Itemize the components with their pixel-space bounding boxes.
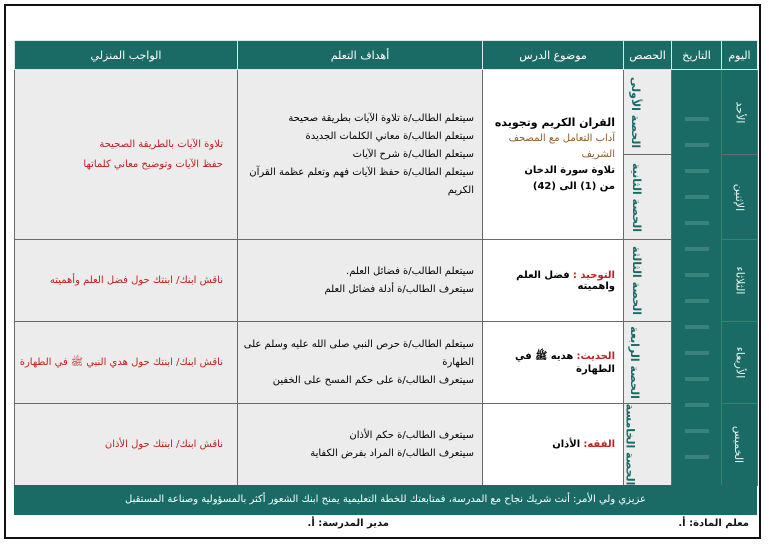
goal-item: سيتعلم الطالب/ة معاني الكلمات الجديدة <box>305 130 474 142</box>
goal-item: سيتعلم الطالب/ة تلاوة الآيات بطريقة صحيحة <box>288 112 474 124</box>
topic-label: الحديث: <box>576 351 615 362</box>
topic-cell <box>483 404 624 486</box>
teacher-signature: معلم المادة: أ. <box>678 518 749 529</box>
weekly-plan-table <box>14 40 758 486</box>
homework-item: حفظ الآيات وتوضيح معاني كلماتها <box>83 158 223 170</box>
goal-item: سيتعلم الطالب/ة فضائل العلم. <box>346 265 474 277</box>
topic-text: الأذان <box>552 439 581 450</box>
topic-cell <box>483 322 624 404</box>
day-cell: الخميس <box>722 404 758 486</box>
goal-item: سيتعرف الطالب/ة حكم الأذان <box>349 429 474 441</box>
goal-item: سيتعلم الطالب/ة شرح الآيات <box>352 148 474 160</box>
day-cell: الثلاثاء <box>722 240 758 322</box>
period-cell: الحصة الأولى <box>624 70 672 155</box>
goal-item: سيتعرف الطالب/ة أدلة فضائل العلم <box>324 283 474 295</box>
header-homework: الواجب المنزلي <box>15 41 238 70</box>
homework-item: تلاوة الآيات بالطريقة الصحيحة <box>99 138 223 150</box>
header-topic: موضوع الدرس <box>483 41 624 70</box>
topic-label: التوحيد : <box>572 269 615 281</box>
topic-text: فضل العلم واهميته <box>516 269 615 292</box>
homework-item: ناقش ابنك/ ابنتك حول الأذان <box>104 438 223 450</box>
goals-cell <box>238 70 483 240</box>
redacted-dates-overlay <box>685 95 709 475</box>
goal-item: سيتعلم الطالب/ة حفظ الآيات فهم وتعلم عظمة القرآن الكريم <box>249 166 474 196</box>
table-row <box>15 240 758 322</box>
homework-cell <box>15 240 238 322</box>
period-cell: الحصة الثانية <box>624 155 672 240</box>
period-cell: الحصة الخامسة <box>624 404 672 486</box>
parent-note: عزيزي ولي الأمر: أنت شريك نجاح مع المدرسة، فمتابعتك للخطة التعليمية يمنح ابنك الشعور أكثر بالمسؤولية وصناعة المستقبل <box>14 485 757 515</box>
day-cell: الأحد <box>722 70 758 155</box>
header-row <box>15 41 758 70</box>
goal-item: سيتعرف الطالب/ة على حكم المسح على الخفين <box>272 374 474 386</box>
homework-cell <box>15 404 238 486</box>
topic-surah: تلاوة سورة الدخان <box>524 164 615 176</box>
goals-cell <box>238 240 483 322</box>
table-row <box>15 404 758 486</box>
topic-label: الفقه: <box>583 439 615 450</box>
period-cell: الحصة الثالثة <box>624 240 672 322</box>
table-row <box>15 322 758 404</box>
goals-cell <box>238 322 483 404</box>
topic-cell <box>483 240 624 322</box>
homework-cell <box>15 322 238 404</box>
day-cell: الإثنين <box>722 155 758 240</box>
period-cell: الحصة الرابعة <box>624 322 672 404</box>
table-row <box>15 70 758 155</box>
principal-signature: مدير المدرسة: أ. <box>307 518 389 529</box>
header-periods: الحصص <box>624 41 672 70</box>
goal-item: الطهارة <box>442 356 474 368</box>
goal-item: سيتعلم الطالب/ة حرص النبي صلى الله عليه وسلم على <box>243 338 474 350</box>
goals-cell <box>238 404 483 486</box>
homework-cell <box>15 70 238 240</box>
goal-item: سيتعرف الطالب/ة المراد بفرض الكفاية <box>310 447 474 459</box>
topic-title: القران الكريم وتجويده <box>494 115 615 129</box>
header-goals: أهداف التعلم <box>238 41 483 70</box>
homework-item: ناقش ابنك/ ابنتك حول فضل العلم وأهميته <box>49 274 223 286</box>
topic-cell <box>483 70 624 240</box>
topic-subtitle: آداب التعامل مع المصحف الشريف <box>508 132 615 160</box>
topic-range: من (1) الى (42) <box>532 180 615 192</box>
header-date: التاريخ <box>672 41 722 70</box>
topic-text: هديه ﷺ في الطهارة <box>515 351 615 375</box>
header-day: اليوم <box>722 41 758 70</box>
homework-item: ناقش ابنك/ ابنتك حول هدي النبي ﷺ في الطهارة <box>19 356 223 368</box>
day-cell: الأربعاء <box>722 322 758 404</box>
